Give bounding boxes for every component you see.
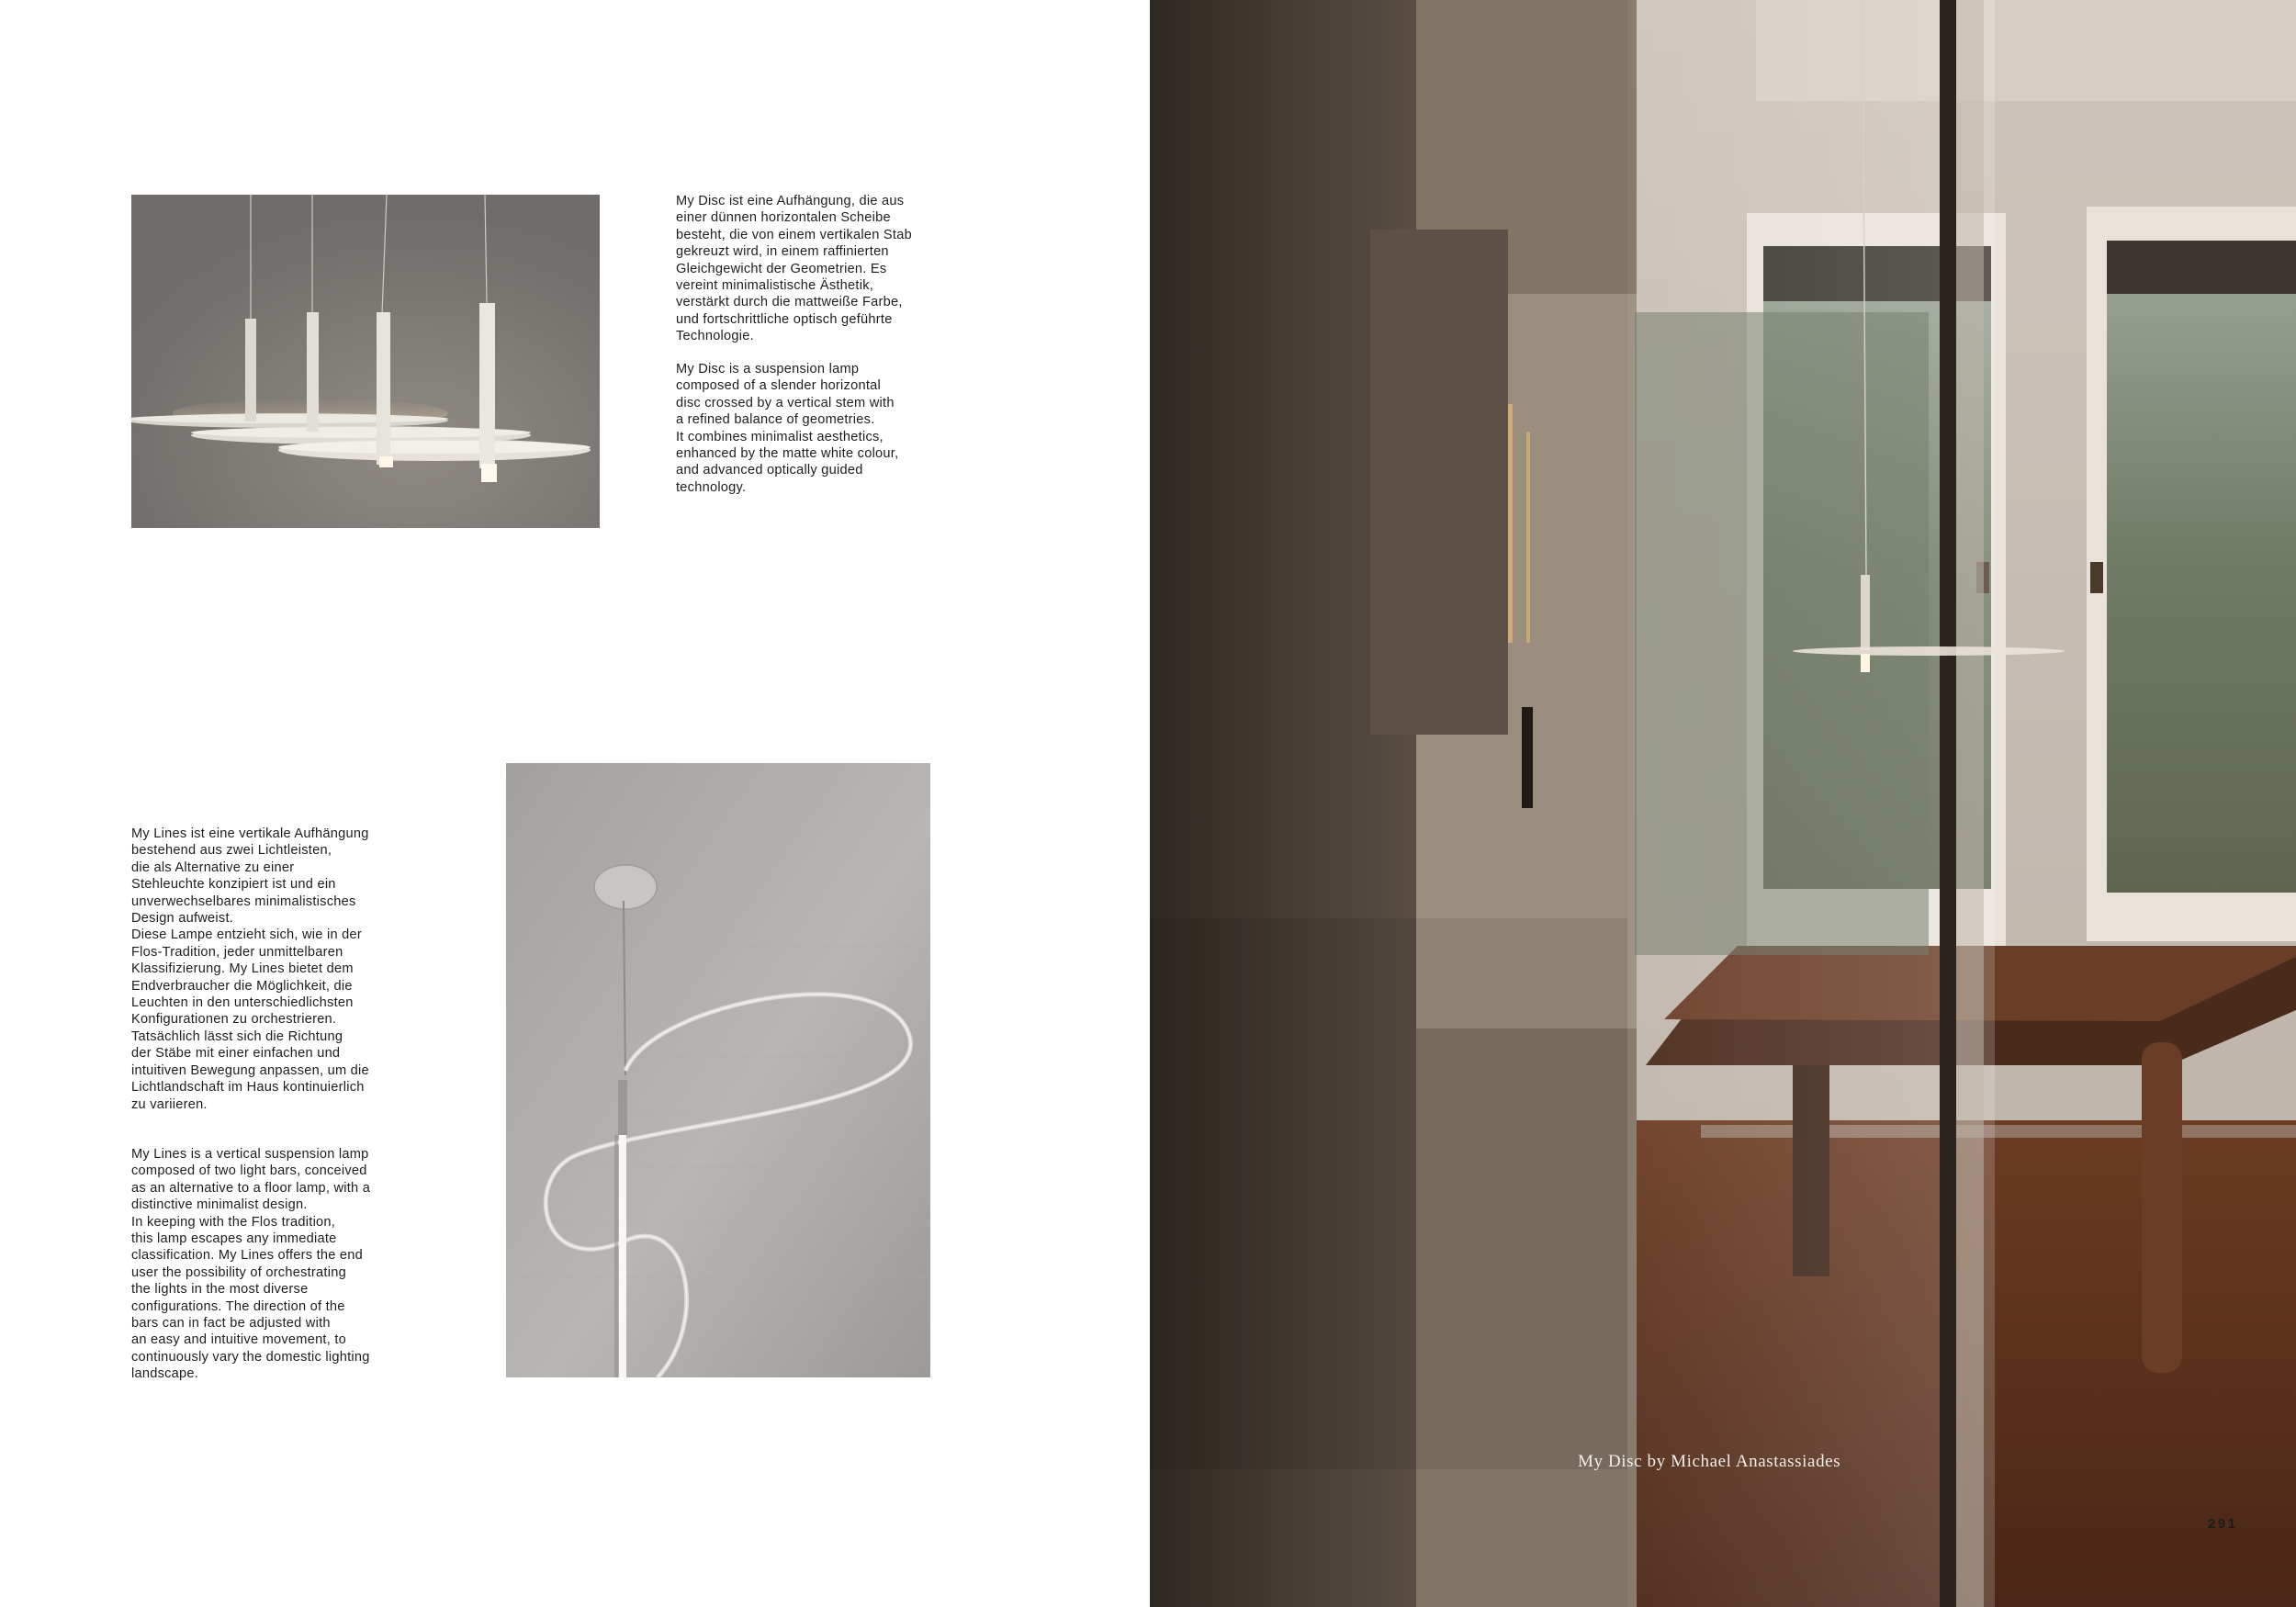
right-page: [1150, 0, 2296, 1607]
my-lines-description-de: My Lines ist eine vertikale Aufhängung bestehend aus zwei Lichtleisten, die als Alternative zu einer Stehleuchte konzipiert ist und ein unverwechselbares minimalistisches Design aufweist. Diese Lampe entzieht sich, wie in der Flos-Tradition, jeder unmittelbaren Klassifizierung. My Lines bietet dem Endverbraucher die Möglichkeit, die Leuchten in den unterschiedlichsten Konfigurationen zu orchestrieren. Tatsächlich lässt sich die Richtung der Stäbe mit einer einfachen und intuitiven Bewegung anpassen, um die Lichtlandschaft im Haus kontinuierlich zu variieren.: [131, 826, 369, 1112]
interior-photo-my-disc: [1150, 0, 2296, 1607]
my-disc-description-en: My Disc is a suspension lamp composed of a slender horizontal disc crossed by a vertical stem with a refined balance of geometries. It combines minimalist aesthetics, enhanced by the matte white colour, and advanced optically guided technology.: [676, 362, 899, 495]
photo-caption: My Disc by Michael Anastassiades: [1578, 1452, 1841, 1471]
my-disc-product-photo: [131, 195, 600, 528]
my-lines-description-en: My Lines is a vertical suspension lamp composed of two light bars, conceived as an alternative to a floor lamp, with a distinctive minimalist design. In keeping with the Flos tradition, this lamp escapes any immediate classification. My Lines offers the end user the possibility of orchestrating the lights in the most diverse configurations. The direction of the bars can in fact be adjusted with an easy and intuitive movement, to continuously vary the domestic lighting landscape.: [131, 1147, 371, 1382]
my-lines-product-photo: [506, 763, 930, 1377]
page-number: 291: [2208, 1516, 2238, 1532]
my-disc-description-de: My Disc ist eine Aufhängung, die aus einer dünnen horizontalen Scheibe besteht, die von einem vertikalen Stab gekreuzt wird, in einem raffinierten Gleichgewicht der Geometrien. Es vereint minimalistische Ästhetik, verstärkt durch die mattweiße Farbe, und fortschrittliche optisch geführte Technologie.: [676, 194, 912, 344]
